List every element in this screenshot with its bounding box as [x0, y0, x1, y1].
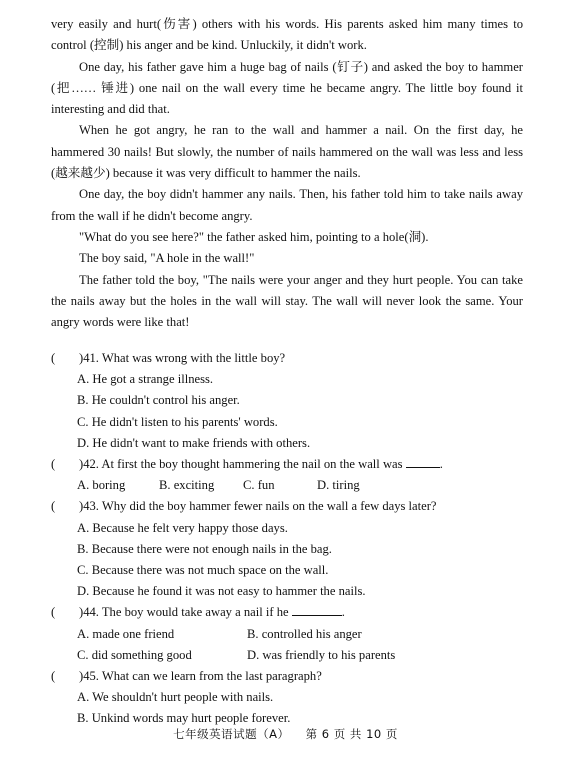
- passage-paragraph: When he got angry, he ran to the wall and hammer a nail. On the first day, he hammered 30 nails! But slowly, the number of nails hammered on the wall was less and less (越来越少) because it was very difficult to hammer the nails.: [51, 123, 523, 181]
- answer-bracket[interactable]: (: [51, 669, 56, 684]
- option-a: A. made one friend: [77, 626, 175, 641]
- passage-paragraph: "What do you see here?" the father asked him, pointing to a hole(洞).: [79, 229, 429, 244]
- question-45: [51, 666, 523, 730]
- answer-bracket[interactable]: (: [51, 457, 56, 472]
- page-number: 第 6 页 共 10 页: [305, 727, 398, 741]
- question-text: )41. What was wrong with the little boy?: [79, 351, 286, 365]
- page-footer: [0, 726, 571, 742]
- question-stem: [51, 666, 523, 687]
- options-row: [51, 624, 523, 645]
- question-44: [51, 602, 523, 666]
- question-stem: [51, 454, 523, 475]
- passage-paragraph: very easily and hurt(伤害) others with his words. His parents asked him many times to control (控制) his anger and be kind. Unluckily, it didn't work.: [51, 17, 523, 53]
- option-b: B. Unkind words may hurt people forever.: [77, 711, 291, 726]
- option-b: B. exciting: [159, 478, 215, 493]
- question-41: [51, 348, 523, 454]
- passage-paragraph: The boy said, "A hole in the wall!": [79, 251, 255, 266]
- answer-bracket[interactable]: (: [51, 605, 56, 620]
- question-text: )44. The boy would take away a nail if he: [79, 605, 289, 620]
- question-text: )42. At first the boy thought hammering the nail on the wall was: [79, 457, 403, 472]
- passage-paragraph: One day, the boy didn't hammer any nails. Then, his father told him to take nails away from the wall if he didn't become angry.: [51, 187, 523, 223]
- question-text: )45. What can we learn from the last paragraph?: [79, 669, 322, 684]
- question-end: .: [439, 457, 443, 472]
- option-b: B. Because there were not enough nails in the bag.: [77, 541, 332, 556]
- option-d: D. tiring: [317, 478, 360, 493]
- question-43: [51, 496, 523, 602]
- option-c: C. fun: [243, 478, 275, 493]
- option-a: A. He got a strange illness.: [77, 372, 214, 387]
- answer-blank[interactable]: [292, 603, 342, 616]
- question-stem: [51, 496, 523, 517]
- questions-section: [51, 348, 523, 730]
- reading-passage: [51, 14, 523, 333]
- option-a: A. boring: [77, 478, 126, 493]
- option-a: A. Because he felt very happy those days.: [77, 520, 288, 535]
- question-text: )43. Why did the boy hammer fewer nails on the wall a few days later?: [79, 499, 437, 514]
- answer-bracket[interactable]: (: [51, 499, 56, 514]
- option-c: C. did something good: [77, 647, 192, 662]
- option-a: A. We shouldn't hurt people with nails.: [77, 690, 274, 705]
- question-42: [51, 454, 523, 496]
- answer-blank[interactable]: [406, 455, 440, 468]
- option-d: D. Because he found it was not easy to hammer the nails.: [77, 584, 366, 599]
- exam-title: 七年级英语试题（A）: [173, 727, 290, 741]
- option-b: B. He couldn't control his anger.: [77, 393, 240, 408]
- answer-bracket[interactable]: (: [51, 351, 56, 365]
- passage-paragraph: The father told the boy, "The nails were your anger and they hurt people. You can take the nails away but the holes in the wall will stay. The wall will never look the same. Your angry words were like that!: [51, 272, 523, 330]
- options-row: [51, 475, 523, 496]
- passage-paragraph: One day, his father gave him a huge bag of nails (钉子) and asked the boy to hammer (把…… 锤进) one nail on the wall every time he became angry. The little boy found it interesting and did that.: [51, 59, 523, 117]
- options-row: [51, 645, 523, 666]
- option-d: D. He didn't want to make friends with others.: [77, 435, 311, 450]
- question-stem: [51, 602, 523, 623]
- question-end: .: [341, 605, 345, 620]
- option-b: B. controlled his anger: [247, 626, 362, 641]
- option-c: C. He didn't listen to his parents' words.: [77, 414, 278, 429]
- option-c: C. Because there was not much space on the wall.: [77, 563, 329, 578]
- option-d: D. was friendly to his parents: [247, 647, 396, 662]
- question-stem: [51, 348, 523, 369]
